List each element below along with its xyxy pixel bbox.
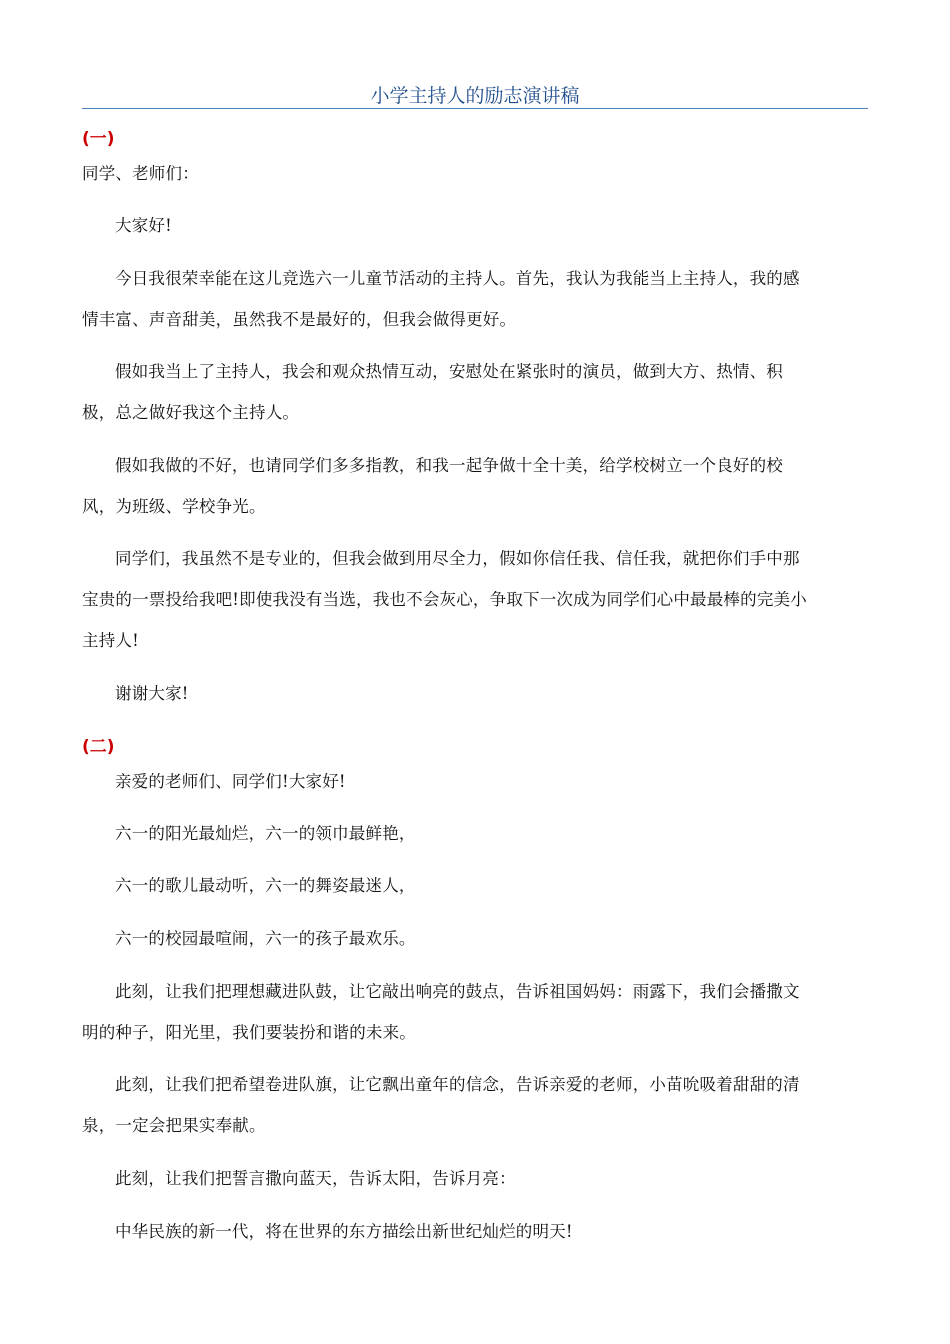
paragraph: 此刻，让我们把誓言撒向蓝天，告诉太阳，告诉月亮： xyxy=(115,1169,516,1188)
paragraph: 假如我当上了主持人，我会和观众热情互动，安慰处在紧张时的演员，做到大方、热情、积 极，总之做好我这个主持人。 xyxy=(82,362,783,422)
paragraph: 谢谢大家! xyxy=(115,684,189,703)
paragraph: 此刻，让我们把理想藏进队鼓，让它敲出响亮的鼓点，告诉祖国妈妈：雨露下，我们会播撒文 明的种子，阳光里，我们要装扮和谐的未来。 xyxy=(82,982,800,1042)
paragraph: 六一的校园最喧闹，六一的孩子最欢乐。 xyxy=(115,929,416,948)
paragraph: 大家好! xyxy=(115,216,172,235)
paragraph: 亲爱的老师们、同学们!大家好! xyxy=(115,772,346,791)
section-2-heading: (二) xyxy=(82,737,115,757)
paragraph: 同学们，我虽然不是专业的，但我会做到用尽全力，假如你信任我、信任我，就把你们手中那 宝贵的一票投给我吧!即使我没有当选，我也不会灰心，争取下一次成为同学们心中最最棒的完美小 主持人! xyxy=(82,549,807,650)
paragraph: 假如我做的不好，也请同学们多多指教，和我一起争做十全十美，给学校树立一个良好的校 风，为班级、学校争光。 xyxy=(82,456,783,516)
section-1-greeting: 同学、老师们： xyxy=(82,164,199,183)
paragraph: 六一的歌儿最动听，六一的舞姿最迷人， xyxy=(115,876,416,895)
paragraph: 今日我很荣幸能在这儿竞选六一儿童节活动的主持人。首先，我认为我能当上主持人，我的感 情丰富、声音甜美，虽然我不是最好的，但我会做得更好。 xyxy=(82,269,800,329)
title-divider xyxy=(82,108,868,109)
section-1-heading: (一) xyxy=(82,129,115,149)
document-title: 小学主持人的励志演讲稿 xyxy=(370,85,580,107)
paragraph: 六一的阳光最灿烂，六一的领巾最鲜艳， xyxy=(115,824,416,843)
paragraph: 中华民族的新一代，将在世界的东方描绘出新世纪灿烂的明天! xyxy=(115,1222,573,1241)
paragraph: 此刻，让我们把希望卷进队旗，让它飘出童年的信念，告诉亲爱的老师，小苗吮吸着甜甜的清 泉，一定会把果实奉献。 xyxy=(82,1075,800,1135)
